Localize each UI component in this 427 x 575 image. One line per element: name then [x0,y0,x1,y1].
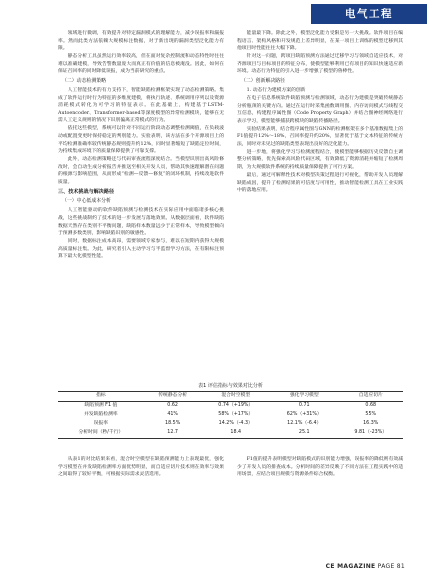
table-row [58,401,403,410]
table-cell: 18.5% [165,421,181,427]
paragraph: 依托这些模型，系统可以针对不同运行阶段动态调整检测阈值，在负载波动或配置变更时保持稳定的判别能力。实验表明，该方法在多个开源项目上的平均检测准确率较传统静态规则提升约12%，同时显著缩短了缺陷定位时间，为持续集成环境下的质量保障提供了可靠支撑。 [58,126,224,155]
paragraph: 从表1的对比结果来看，混合时空模型在缺陷预测能力上表现最优，强化学习模型在并发缺陷检测率方面优势明显，而自适应切片技术则在效率与效果之间取得了较好平衡，可根据实际需求灵活选用。 [58,457,224,478]
table-header-cell: 自适应切片 [358,393,383,399]
table-body [58,401,403,438]
paragraph: 静态分析工具虽然运行效率较高，但在面对复杂控制流和动态特性时往往难以准确建模，导致告警数量庞大而真正有价值的信息被淹没。因此，如何在保证召回率的同时降低误报，成为当前研究的重点。 [58,54,224,75]
bottom-left-column [58,456,224,526]
table-cell: 分析时间（秒/千行） [78,430,124,436]
paragraph: 针对这一问题，跨项目缺陷预测方法通过迁移学习与领域自适应技术，对齐源项目与目标项目的特征分布，使模型能够利用已有项目的知识快速适应新环境。动态行为特征的引入进一步增强了模型的鲁棒性。 [237,54,403,75]
table-cell: 9.81（-23%） [354,430,388,436]
paragraph: 实验结果表明，结合程序属性图与GNN的检测框架在多个基准数据集上的F1值提升12%～18%，召回率提升约20%，显著优于基于文本特征的传统方法，同时对未见过的缺陷类型表现出良好的泛化能力。 [237,126,403,147]
table-row [58,411,403,420]
table-cell: 55% [365,412,377,418]
table-cell: 0.71 [298,403,310,409]
table-row [58,420,403,429]
comparison-table [58,391,403,439]
paragraph: 进一步地，将强化学习与检测流程结合，使模型能够根据历史反馈自主调整分析策略，优先探索高风险代码区域，有效降低了资源消耗并缩短了检测周期，为大规模软件系统的持续质量保障提供了可行方案。 [237,149,403,171]
paragraph: 能量最下降。除此之外，模型泛化能力受限是另一大挑战。软件项目在编程语言、架构风格和开发规范上差异明显，在某一项目上训练的模型迁移到其他项目时性能往往大幅下降。 [237,31,403,52]
table-header-cell: 强化学习模型 [289,393,319,399]
table-cell: 41% [167,412,178,418]
section-heading: 三、技术挑战与解决路径 [58,189,115,196]
paragraph: 此外，动态检测策略还与代码审查流程深度结合。当模型识别出高风险修改时，会自动生成分析报告并推送至相关开发人员，帮助其快速理解潜在问题的根源与影响范围，从而形成“检测—反馈—修复”的闭环机制，持续改进软件质量。 [58,157,224,185]
page-footer [326,563,405,570]
page-number: PAGE 81 [377,563,405,570]
right-column [237,30,403,376]
table-cell: 0.68 [365,403,377,409]
bottom-right-column [237,456,403,526]
left-column [58,30,224,376]
paragraph: F1值的提升表明模型对缺陷模式的识别能力增强，误报率的降低则有效减少了开发人员的排查成本。分析时间的差异反映了不同方法在工程实践中的适用场景，应结合项目规模与资源条件综合权衡。 [237,457,403,478]
paragraph: 1. 动态行为建模方案的创新 [246,87,306,93]
table-cell: 12.7 [167,430,178,436]
table-cell: 62%（+31%） [286,412,322,418]
table-cell: 18.4 [230,430,242,436]
table-cell: 16.3% [363,421,379,427]
table-header-cell: 指标 [96,393,106,399]
paragraph: 在电子信息系统软件缺陷预测与检测领域，动态行为建模是突破传统静态分析瓶颈的关键方向。通过在运行时采集函数调用图、内存访问模式与线程交互信息，构建程序属性图（Code Property Graph）并结合图神经网络进行表示学习，模型能够捕获跨模块的缺陷传播路径。 [237,95,403,124]
paragraph: 人工智能驱动的软件缺陷预测与检测技术在实际应用中面临诸多核心挑战，这些挑战制约了技术的进一步发展与落地效果。从数据层面看，软件缺陷数据天然存在类别不平衡问题，缺陷样本数量远少于正常样本，导致模型倾向于预测多数类别，影响缺陷识别的敏感性。 [58,208,224,237]
table-cell: 误报率 [93,421,109,427]
paragraph: 人工智能技术的有力支持下，智能缺陷检测框架实现了动态检测策略。集成了软件运行时行为特征的多维度建模，将执行轨迹、系统调用序列以及资源消耗模式转化为可学习的特征表示。在此基础上，构建基于LSTM-Autoencoder、Transformer-based等深度模型的异常检测模块，能够在无需人工定义规则的情况下识别偏离正常模式的行为。 [58,87,224,124]
table-header-cell: 混合时空模型 [221,393,251,399]
table-header-cell: 传统静态分析 [158,393,188,399]
paragraph: 最后，通过可解释性技术对模型决策过程进行可视化，帮助开发人员理解缺陷成因，提升了检测结果的可信度与可用性，推动智能检测工具在工业实践中的落地应用。 [237,173,403,194]
paragraph: 同时，数据标注成本高昂，需要领域专家参与，难以在短期内获得大规模高质量标注集。为此，研究者引入主动学习与半监督学习方法，在有限标注预算下最大化模型性能。 [58,239,224,260]
section-tag: 电气工程 [311,4,427,24]
section-heading: （一）中心低成本分析 [62,198,111,205]
table-cell: 并发缺陷检测率 [84,412,118,418]
table-cell: 58%（+17%） [218,412,254,418]
main-columns [58,30,403,376]
table-cell: 缺陷预测 F1 值 [84,403,118,409]
table-cell: 0.62 [167,403,178,409]
table-cell: 0.74（+19%） [218,403,254,409]
table-cell: 25.1 [298,430,310,436]
table-cell: 14.2%（-4.3） [218,421,253,427]
paragraph: 领域进行微调，有效提升对特定漏洞模式的理解能力，减少误报率和漏报率。然而此类方法依赖大规模标注数据，对于新出现的漏洞类型泛化能力有限。 [58,31,224,52]
table-caption: 表1 评估指标与效果对比分析 [198,383,263,389]
magazine-name: CE MAGAZINE [325,563,376,570]
table-header-row [58,392,403,402]
section-heading: （二）创新解决路径 [241,77,286,84]
table-cell: 12.1%（-6.4） [287,421,322,427]
bottom-columns [58,456,403,526]
table-row [58,429,403,438]
section-heading: （二）动态检测策略 [62,77,107,84]
comparison-table-block [58,382,403,439]
